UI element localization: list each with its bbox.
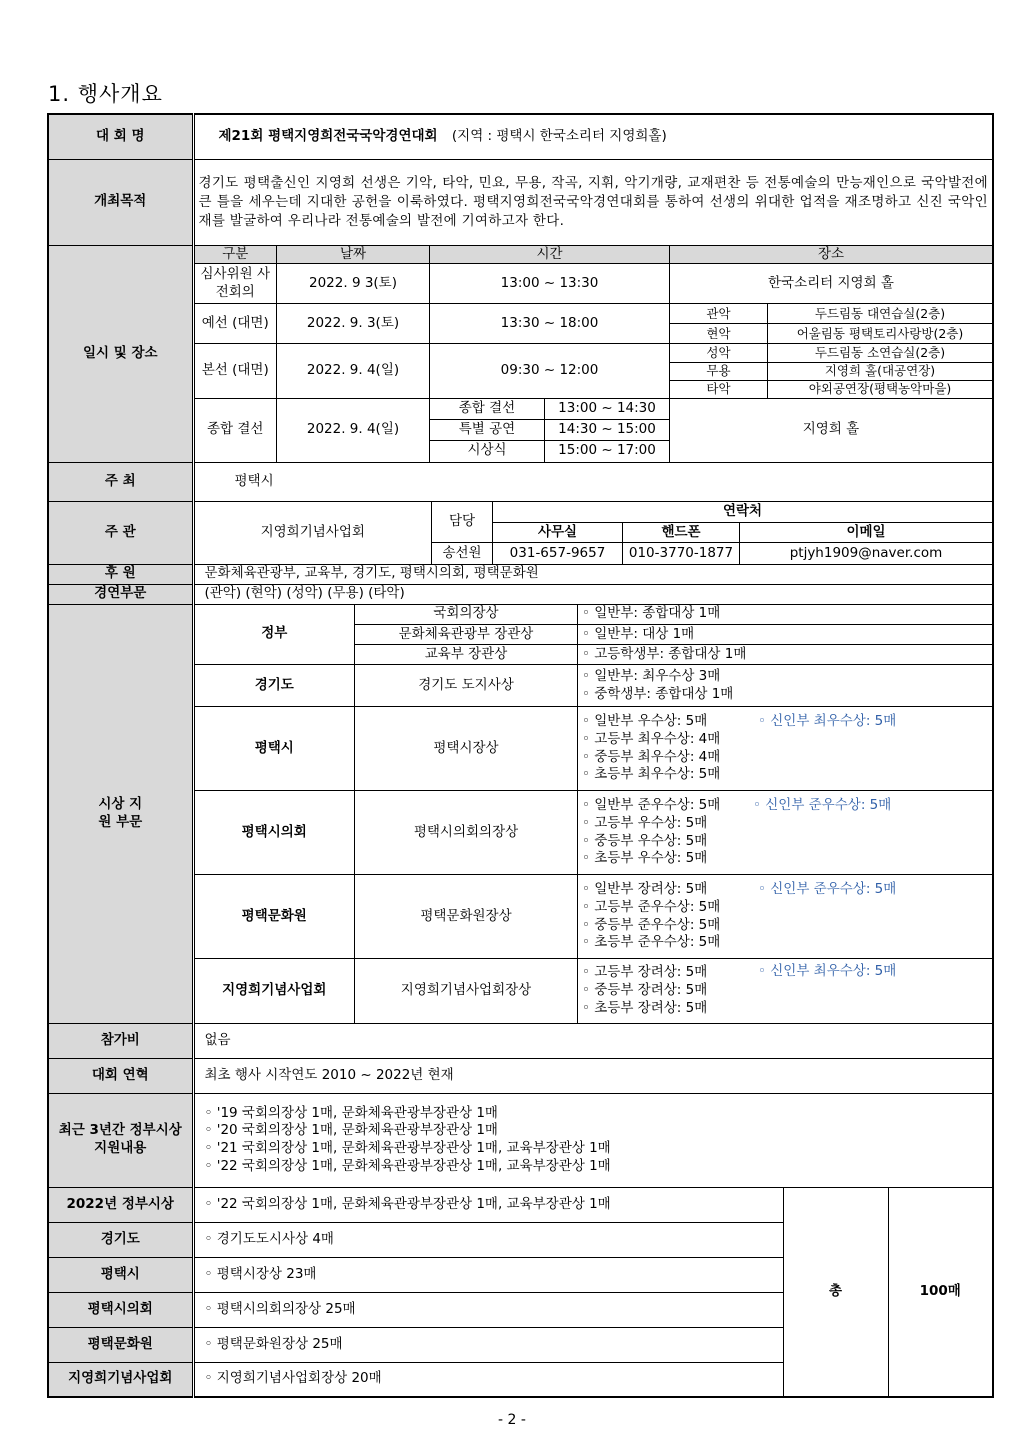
award-extra: ◦ 신인부 준우수상: 5매 — [753, 797, 892, 813]
event-overview-table — [47, 113, 994, 1398]
history-value: 최초 행사 시작연도 2010 ~ 2022년 현재 — [193, 1058, 993, 1093]
summary-value-3: ◦ 평택시의회의장상 25매 — [193, 1292, 783, 1327]
final-date: 2022. 9. 4(일) — [277, 344, 430, 398]
grand-item-1: 특별 공연 — [430, 419, 545, 440]
schedule-header-place: 장소 — [670, 246, 993, 264]
recent-line: ◦ '21 국회의장상 1매, 문화체육관광부장관상 1매, 교육부장관상 1매 — [204, 1140, 611, 1156]
award-line: ◦ 고등부 최우수상: 4매 — [582, 730, 721, 747]
pre-meeting-time: 13:00 ~ 13:30 — [430, 264, 670, 304]
grand-time-0: 13:00 ~ 14:30 — [545, 398, 670, 419]
award-line: ◦ 초등부 최우수상: 5매 — [582, 766, 721, 783]
award-line: ◦ 초등부 장려상: 5매 — [582, 999, 708, 1016]
pre-meeting-type: 심사위원 사전회의 — [195, 264, 277, 304]
place-cat-3: 무용 — [670, 362, 768, 380]
place-name-4: 야외공연장(평택농악마을) — [768, 380, 993, 398]
grand-type: 종합 결선 — [195, 398, 277, 461]
total-label: 총 — [783, 1187, 888, 1397]
award-line: ◦ 중등부 준우수상: 5매 — [582, 916, 721, 933]
page-number: - 2 - — [498, 1412, 526, 1428]
place-name-1: 어울림동 평택토리사랑방(2층) — [768, 324, 993, 344]
place-name-3: 지영희 홀(대공연장) — [768, 362, 993, 380]
organizer-table — [195, 502, 993, 564]
email-address[interactable]: ptjyh1909@naver.com — [740, 543, 993, 564]
award-pyeongtaek-name: 평택시 — [195, 707, 355, 791]
summary-label-5: 지영희기념사업회 — [48, 1362, 193, 1397]
award-line: ◦ 초등부 준우수상: 5매 — [582, 934, 721, 951]
purpose-text: 경기도 평택출신인 지영희 선생은 기악, 타악, 민요, 무용, 작곡, 지휘, 악기개량, 교재편찬 등 전통예술의 만능재인으로 국악발전에 큰 틀을 세우는데 지대한 공헌을 이룩하였다. 평택지영희전국국악경연대회를 통하여 선생의 위대한 업적을 재조명하고 신진 국악인재를 발굴하여 우리나라 전통예술의 발전에 기여하고자 한다. — [193, 159, 993, 245]
contest-venue: (지역 : 평택시 한국소리터 지영희홀) — [451, 127, 667, 144]
contact-label: 연락처 — [493, 502, 993, 523]
summary-label-1: 경기도 — [48, 1222, 193, 1257]
name-label: 대 회 명 — [48, 114, 193, 159]
office-phone: 031-657-9657 — [493, 543, 623, 564]
award-line: ◦ 고등부 장려상: 5매 — [582, 964, 708, 981]
total-value: 100매 — [888, 1187, 993, 1397]
place-name-0: 두드림동 대연습실(2층) — [768, 304, 993, 324]
summary-value-1: ◦ 경기도도시사상 4매 — [193, 1222, 783, 1257]
award-line: ◦ 일반부: 최우수상 3매 — [582, 667, 721, 684]
grand-time-1: 14:30 ~ 15:00 — [545, 419, 670, 440]
grand-place: 지영희 홀 — [670, 398, 993, 461]
award-culture-name: 평택문화원 — [195, 875, 355, 959]
place-cat-0: 관악 — [670, 304, 768, 324]
summary-label-2: 평택시 — [48, 1257, 193, 1292]
section-heading: 1. 행사개요 — [48, 82, 163, 106]
office-label: 사무실 — [493, 522, 623, 543]
prelim-date: 2022. 9. 3(토) — [277, 304, 430, 344]
pre-meeting-place: 한국소리터 지영희 홀 — [670, 264, 993, 304]
email-label: 이메일 — [740, 522, 993, 543]
awards-table — [195, 605, 993, 1023]
grand-item-2: 시상식 — [430, 440, 545, 461]
summary-value-0: ◦ '22 국회의장상 1매, 문화체육관광부장관상 1매, 교육부장관상 1매 — [193, 1187, 783, 1222]
award-line: ◦ 중학생부: 종합대상 1매 — [582, 685, 734, 702]
prelim-type: 예선 (대면) — [195, 304, 277, 344]
place-cat-1: 현악 — [670, 324, 768, 344]
award-line: ◦ 중등부 장려상: 5매 — [582, 981, 708, 998]
grand-date: 2022. 9. 4(일) — [277, 398, 430, 461]
manager-name: 송선원 — [432, 543, 493, 564]
grand-item-0: 종합 결선 — [430, 398, 545, 419]
place-name-2: 두드림동 소연습실(2층) — [768, 344, 993, 362]
summary-value-4: ◦ 평택문화원장상 25매 — [193, 1327, 783, 1362]
award-council-award: 평택시의회의장상 — [355, 791, 578, 875]
summary-label-4: 평택문화원 — [48, 1327, 193, 1362]
award-culture-award: 평택문화원장상 — [355, 875, 578, 959]
pre-meeting-date: 2022. 9 3(토) — [277, 264, 430, 304]
place-cat-2: 성악 — [670, 344, 768, 362]
awards-label: 시상 지원 부문 — [48, 604, 193, 1023]
award-line: ◦ 일반부 준우수상: 5매 — [582, 797, 721, 814]
award-extra: ◦ 신인부 최우수상: 5매 — [758, 963, 897, 979]
sections-value: (관악) (현악) (성악) (무용) (타악) — [193, 584, 993, 604]
final-type: 본선 (대면) — [195, 344, 277, 398]
fee-label: 참가비 — [48, 1023, 193, 1058]
schedule-header-date: 날짜 — [277, 246, 430, 264]
prelim-time: 13:30 ~ 18:00 — [430, 304, 670, 344]
award-council-name: 평택시의회 — [195, 791, 355, 875]
award-line: ◦ 일반부 장려상: 5매 — [582, 881, 708, 898]
award-extra: ◦ 신인부 최우수상: 5매 — [758, 713, 897, 729]
recent-line: ◦ '19 국회의장상 1매, 문화체육관광부장관상 1매 — [204, 1104, 498, 1121]
award-line: ◦ 일반부 우수상: 5매 — [582, 713, 708, 730]
schedule-header-time: 시간 — [430, 246, 670, 264]
recent-line: ◦ '20 국회의장상 1매, 문화체육관광부장관상 1매 — [204, 1122, 498, 1139]
mobile-label: 핸드폰 — [623, 522, 740, 543]
schedule-header-type: 구분 — [195, 246, 277, 264]
summary-label-0: 2022년 정부시상 — [48, 1187, 193, 1222]
summary-value-2: ◦ 평택시장상 23매 — [193, 1257, 783, 1292]
award-gov-desc-0: ◦ 일반부: 종합대상 1매 — [578, 605, 993, 625]
award-pyeongtaek-award: 평택시장상 — [355, 707, 578, 791]
award-gov-1: 문화체육관광부 장관상 — [355, 625, 578, 645]
recent-label: 최근 3년간 정부시상 지원내용 — [48, 1093, 193, 1187]
award-gov-desc-1: ◦ 일반부: 대상 1매 — [578, 625, 993, 645]
award-gov-0: 국회의장상 — [355, 605, 578, 625]
sections-label: 경연부문 — [48, 584, 193, 604]
award-gyeonggi-award: 경기도 도지사상 — [355, 665, 578, 707]
sponsor-label: 후 원 — [48, 564, 193, 584]
award-extra: ◦ 신인부 준우수상: 5매 — [758, 881, 897, 897]
history-label: 대회 연혁 — [48, 1058, 193, 1093]
recent-line: ◦ '22 국회의장상 1매, 문화체육관광부장관상 1매, 교육부장관상 1매 — [204, 1157, 611, 1174]
sponsor-value: 문화체육관광부, 교육부, 경기도, 평택시의회, 평택문화원 — [193, 564, 993, 584]
host-value: 평택시 — [193, 462, 993, 501]
grand-time-2: 15:00 ~ 17:00 — [545, 440, 670, 461]
purpose-label: 개최목적 — [48, 159, 193, 245]
summary-value-5: ◦ 지영희기념사업회장상 20매 — [193, 1362, 783, 1397]
schedule-label: 일시 및 장소 — [48, 245, 193, 462]
award-line: ◦ 초등부 우수상: 5매 — [582, 850, 708, 867]
fee-value: 없음 — [193, 1023, 993, 1058]
award-gyeonggi-name: 경기도 — [195, 665, 355, 707]
award-line: ◦ 고등부 우수상: 5매 — [582, 814, 708, 831]
award-line: ◦ 중등부 우수상: 5매 — [582, 832, 708, 849]
final-time: 09:30 ~ 12:00 — [430, 344, 670, 398]
award-memorial-name: 지영희기념사업회 — [195, 959, 355, 1023]
award-line: ◦ 고등부 준우수상: 5매 — [582, 898, 721, 915]
manager-label: 담당 — [432, 502, 493, 543]
place-cat-4: 타악 — [670, 380, 768, 398]
organizer-value: 지영희기념사업회 — [195, 502, 432, 564]
host-label: 주 최 — [48, 462, 193, 501]
mobile-phone: 010-3770-1877 — [623, 543, 740, 564]
summary-label-3: 평택시의회 — [48, 1292, 193, 1327]
award-line: ◦ 중등부 최우수상: 4매 — [582, 748, 721, 765]
award-gov-2: 교육부 장관상 — [355, 645, 578, 665]
schedule-table — [195, 246, 993, 462]
organizer-label: 주 관 — [48, 501, 193, 564]
award-gov-desc-2: ◦ 고등학생부: 종합대상 1매 — [578, 645, 993, 665]
contest-title: 제21회 평택지영희전국국악경연대회 — [218, 127, 438, 144]
award-memorial-award: 지영희기념사업회장상 — [355, 959, 578, 1023]
award-gov-name: 정부 — [195, 605, 355, 665]
